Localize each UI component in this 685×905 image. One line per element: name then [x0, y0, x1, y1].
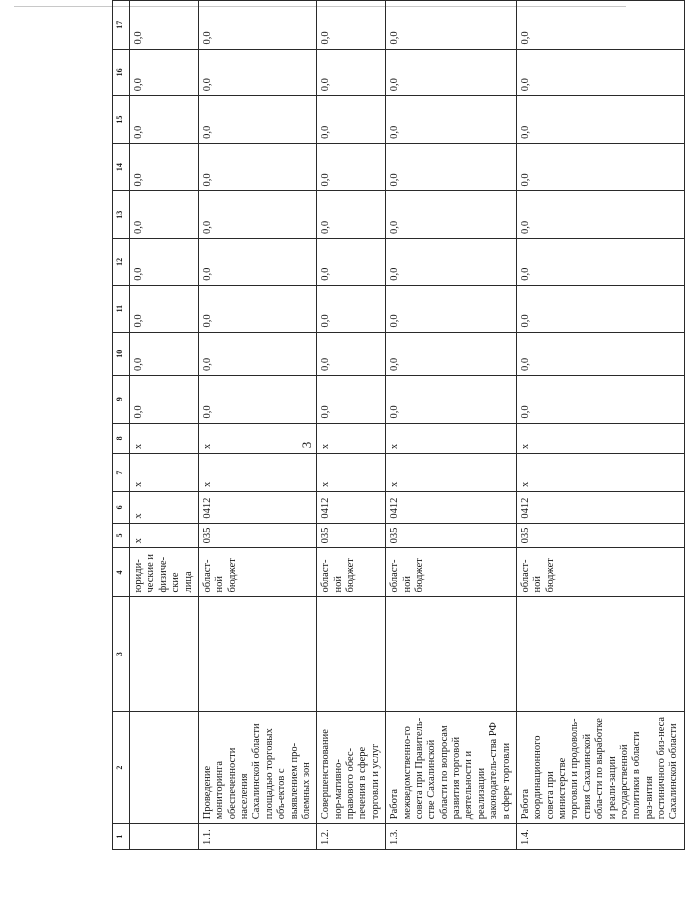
value-cell: 0,0 — [317, 96, 386, 144]
value-cell: 0,0 — [516, 191, 684, 239]
measure-name: Работа координационного совета при министерстве торговли и продоволь-ствия Сахалинской обла-сти по выработке и реали-зации государственной политики в области раз-вития гостиничного биз-неса Сахалинской области — [516, 712, 684, 824]
value-cell: 0,0 — [516, 375, 684, 423]
value-cell: 0,0 — [130, 239, 199, 286]
continuation-row — [130, 1, 199, 850]
row-number: 1.3. — [386, 824, 517, 850]
value-cell: 0,0 — [317, 332, 386, 375]
measure-name: Совершенствование нор-мативно-правового обес-печения в сфере торговли и услуг — [317, 712, 386, 824]
header-cell: 11 — [113, 285, 130, 332]
header-cell: 3 — [113, 597, 130, 712]
header-cell: 2 — [113, 712, 130, 824]
header-cell: 17 — [113, 1, 130, 50]
value-cell: 0,0 — [516, 332, 684, 375]
value-cell: 0,0 — [386, 285, 517, 332]
budget-source: област-ной бюджет — [317, 548, 386, 597]
value-cell: 0,0 — [130, 143, 199, 191]
vr-code: x — [516, 423, 684, 454]
rzpr-code: 0412 — [317, 492, 386, 524]
empty-cell — [130, 712, 199, 824]
value-cell: 0,0 — [317, 375, 386, 423]
header-cell: 9 — [113, 375, 130, 423]
empty-cell — [386, 597, 517, 712]
csr-code: x — [198, 454, 316, 492]
value-cell: 0,0 — [516, 49, 684, 96]
empty-cell — [516, 597, 684, 712]
budget-source: юриди-ческие и физиче-ские лица — [130, 548, 199, 597]
value-cell: 0,0 — [198, 375, 316, 423]
value-cell: 0,0 — [317, 191, 386, 239]
header-cell: 1 — [113, 824, 130, 850]
value-cell: 0,0 — [317, 239, 386, 286]
value-cell: 0,0 — [516, 96, 684, 144]
row-number: 1.1. — [198, 824, 316, 850]
header-cell: 15 — [113, 96, 130, 144]
value-cell: 0,0 — [198, 49, 316, 96]
value-cell: 0,0 — [130, 96, 199, 144]
grbs-code: 035 — [198, 523, 316, 548]
value-cell: 0,0 — [386, 49, 517, 96]
rzpr-code: 0412 — [386, 492, 517, 524]
vr-code: x — [198, 423, 316, 454]
header-cell: 5 — [113, 523, 130, 548]
value-cell: 0,0 — [130, 191, 199, 239]
value-cell: 0,0 — [198, 239, 316, 286]
table-row — [516, 1, 684, 850]
csr-code: x — [130, 454, 199, 492]
table-row — [317, 1, 386, 850]
header-cell: 6 — [113, 492, 130, 524]
header-cell: 4 — [113, 548, 130, 597]
value-cell: 0,0 — [130, 332, 199, 375]
value-cell: 0,0 — [386, 239, 517, 286]
header-numbers-row — [113, 1, 130, 850]
value-cell: 0,0 — [198, 96, 316, 144]
value-cell: 0,0 — [386, 1, 517, 50]
csr-code: x — [516, 454, 684, 492]
budget-source: област-ной бюджет — [386, 548, 517, 597]
row-number: 1.2. — [317, 824, 386, 850]
header-cell: 14 — [113, 143, 130, 191]
value-cell: 0,0 — [317, 1, 386, 50]
value-cell: 0,0 — [198, 143, 316, 191]
value-cell: 0,0 — [198, 285, 316, 332]
value-cell: 0,0 — [386, 143, 517, 191]
measure-name: Проведение мониторинга обеспеченности населения Сахалинской области площадью торговых объ-ектов с выявлением про-блемных зон — [198, 712, 316, 824]
value-cell: 0,0 — [198, 1, 316, 50]
measure-name: Работа межведомственно-го совета при Правитель-стве Сахалинской области по вопросам развития торговой деятельности и реализации законодатель-ства РФ в сфере торговли — [386, 712, 517, 824]
grbs-code: x — [130, 523, 199, 548]
header-cell: 8 — [113, 423, 130, 454]
value-cell: 0,0 — [317, 49, 386, 96]
value-cell: 0,0 — [516, 1, 684, 50]
empty-cell — [198, 597, 316, 712]
header-cell: 10 — [113, 332, 130, 375]
budget-source: област-ной бюджет — [516, 548, 684, 597]
empty-cell — [317, 597, 386, 712]
value-cell: 0,0 — [516, 285, 684, 332]
header-cell: 12 — [113, 239, 130, 286]
grbs-code: 035 — [317, 523, 386, 548]
value-cell: 0,0 — [198, 332, 316, 375]
header-cell: 16 — [113, 49, 130, 96]
rzpr-code: 0412 — [516, 492, 684, 524]
csr-code: x — [386, 454, 517, 492]
rzpr-code: x — [130, 492, 199, 524]
value-cell: 0,0 — [317, 143, 386, 191]
value-cell: 0,0 — [130, 375, 199, 423]
value-cell: 0,0 — [386, 375, 517, 423]
table-row — [386, 1, 517, 850]
rzpr-code: 0412 — [198, 492, 316, 524]
budget-table — [112, 0, 685, 850]
vr-code: x — [130, 423, 199, 454]
value-cell: 0,0 — [516, 239, 684, 286]
value-cell: 0,0 — [130, 285, 199, 332]
grbs-code: 035 — [516, 523, 684, 548]
vr-code: x — [317, 423, 386, 454]
table-row — [198, 1, 316, 850]
empty-cell — [130, 597, 199, 712]
value-cell: 0,0 — [317, 285, 386, 332]
header-cell: 13 — [113, 191, 130, 239]
vr-code: x — [386, 423, 517, 454]
row-number: 1.4. — [516, 824, 684, 850]
page-number: 3 — [299, 441, 314, 449]
value-cell: 0,0 — [386, 96, 517, 144]
value-cell: 0,0 — [386, 191, 517, 239]
empty-cell — [130, 824, 199, 850]
value-cell: 0,0 — [130, 49, 199, 96]
header-cell: 7 — [113, 454, 130, 492]
budget-source: област-ной бюджет — [198, 548, 316, 597]
value-cell: 0,0 — [516, 143, 684, 191]
value-cell: 0,0 — [386, 332, 517, 375]
grbs-code: 035 — [386, 523, 517, 548]
value-cell: 0,0 — [198, 191, 316, 239]
value-cell: 0,0 — [130, 1, 199, 50]
csr-code: x — [317, 454, 386, 492]
